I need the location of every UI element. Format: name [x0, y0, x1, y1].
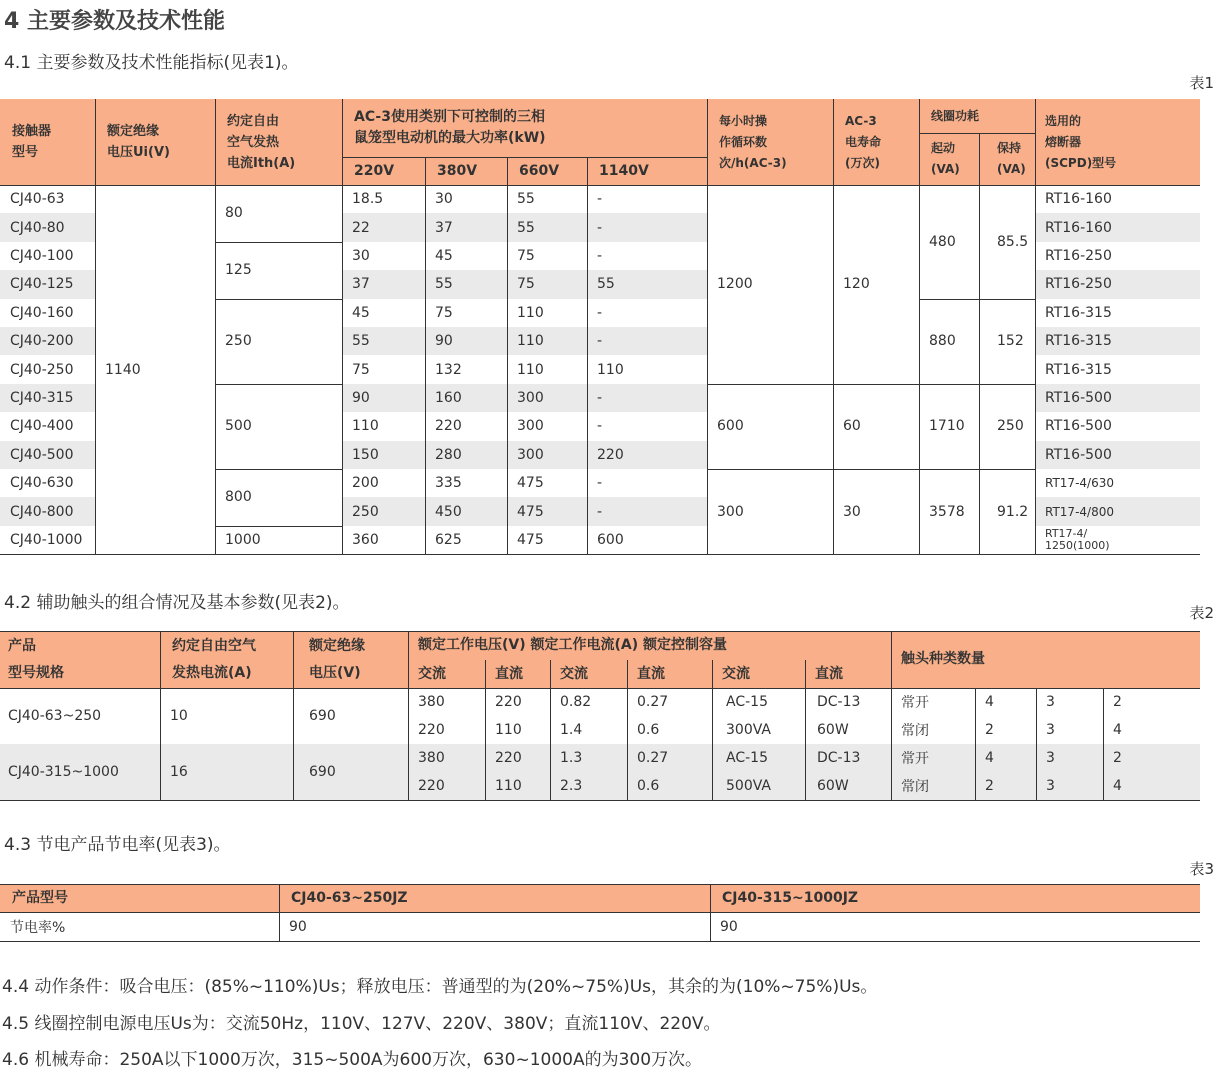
cell-p220: 45 [352, 304, 370, 321]
cell-fuse: RT16-500 [1045, 418, 1112, 435]
cell-p660: 475 [517, 475, 544, 492]
cell-p220: 22 [352, 219, 370, 236]
cell-model: CJ40-630 [10, 475, 74, 492]
grid-line [707, 469, 919, 470]
table1-label: 表1 [1189, 74, 1214, 92]
cell-count: 2 [1113, 694, 1122, 710]
cell-p660: 300 [517, 389, 544, 406]
grid-line [408, 631, 409, 800]
grid-line [1036, 688, 1037, 800]
cell-ops: 300 [717, 503, 744, 520]
grid-line [215, 526, 342, 527]
grid-line [919, 133, 1035, 134]
cell-v-ac: 380 [418, 750, 445, 766]
cell-model: CJ40-200 [10, 333, 74, 350]
header-model: 接触器 型号 [12, 124, 52, 160]
cell-count: 3 [1046, 750, 1055, 766]
grid-line [550, 660, 551, 800]
grid-line [919, 299, 1035, 300]
cell-p380: 450 [435, 503, 462, 520]
grid-line [707, 384, 919, 385]
grid-line [215, 99, 216, 554]
table2-label: 表2 [1189, 604, 1214, 622]
cell-contact-type: 常开 [901, 751, 929, 767]
cell-model: CJ40-63~250 [8, 708, 102, 724]
grid-line [919, 99, 920, 554]
header-col-2: CJ40-315~1000JZ [722, 889, 859, 906]
cell-p1140: - [597, 389, 603, 406]
header-dc-3: 直流 [637, 665, 665, 682]
cell-p1140: - [597, 333, 603, 350]
cell-ops: 600 [717, 418, 744, 435]
cell-p660: 110 [517, 333, 544, 350]
cell-count: 4 [1113, 778, 1122, 794]
cell-life: 30 [843, 503, 861, 520]
grid-line [0, 941, 1200, 942]
header-group: 额定工作电压(V) 额定工作电流(A) 额定控制容量 [418, 637, 728, 653]
cell-ith: 10 [170, 708, 188, 724]
cell-contact-type: 常闭 [901, 779, 929, 795]
header-ith: 约定自由空气 发热电流(A) [172, 637, 256, 681]
grid-line [293, 631, 294, 800]
header-model: 产品 型号规格 [8, 637, 64, 681]
cell-v-dc: 220 [495, 750, 522, 766]
cell-v-ac: 220 [418, 778, 445, 794]
cell-life: 120 [843, 276, 870, 293]
header-ui: 额定绝缘 电压(V) [309, 637, 365, 681]
cell-count: 4 [985, 694, 994, 710]
cell-fuse: RT16-160 [1045, 219, 1112, 236]
cell-v-dc: 110 [495, 722, 522, 738]
cell-col-0: 节电率% [10, 919, 66, 936]
header-contacts: 触头种类数量 [901, 651, 985, 667]
cell-p1140: 110 [597, 361, 624, 378]
grid-line [979, 133, 980, 554]
header-voltage: 额定绝缘 电压Ui(V) [107, 124, 170, 160]
cell-fuse: RT16-250 [1045, 276, 1112, 293]
cell-hold: 152 [997, 333, 1024, 350]
header-ith: 约定自由 空气发热 电流Ith(A) [227, 113, 296, 171]
cell-p220: 360 [352, 531, 379, 548]
cell-p660: 55 [517, 219, 535, 236]
grid-line [0, 185, 1200, 186]
cell-p380: 160 [435, 389, 462, 406]
cell-p1140: - [597, 475, 603, 492]
cell-model: CJ40-100 [10, 247, 74, 264]
cell-ith: 80 [225, 205, 243, 222]
cell-fuse: RT17-4/800 [1045, 504, 1114, 519]
cell-ith: 800 [225, 489, 252, 506]
cell-c-ac: 300VA [726, 722, 771, 738]
s42-title: 4.2 辅助触头的组合情况及基本参数(见表2)。 [4, 593, 350, 613]
cell-hold: 250 [997, 418, 1024, 435]
cell-v-ac: 220 [418, 722, 445, 738]
cell-model: CJ40-1000 [10, 531, 83, 548]
cell-count: 2 [985, 722, 994, 738]
cell-ith: 1000 [225, 531, 261, 548]
cell-p380: 280 [435, 446, 462, 463]
header-ac-0: 交流 [418, 665, 446, 682]
cell-contact-type: 常闭 [901, 723, 929, 739]
cell-p380: 90 [435, 333, 453, 350]
cell-count: 4 [985, 750, 994, 766]
cell-c-ac: 500VA [726, 778, 771, 794]
note-4-6: 4.6 机械寿命：250A以下1000万次，315~500A为600万次，630~1000A的为300万次。 [2, 1050, 703, 1070]
cell-p220: 37 [352, 276, 370, 293]
header-life: AC-3 电寿命 (万次) [845, 113, 882, 170]
grid-line [805, 660, 806, 800]
cell-p1140: 220 [597, 446, 624, 463]
cell-p1140: 55 [597, 276, 615, 293]
cell-p380: 30 [435, 191, 453, 208]
cell-hold: 91.2 [997, 503, 1029, 520]
cell-c-ac: AC-15 [726, 750, 768, 766]
cell-p380: 75 [435, 304, 453, 321]
cell-c-dc: DC-13 [817, 694, 861, 710]
cell-hold: 85.5 [997, 233, 1029, 250]
cell-model: CJ40-400 [10, 418, 74, 435]
cell-ith: 125 [225, 262, 252, 279]
cell-v-ac: 380 [418, 694, 445, 710]
cell-ith: 250 [225, 333, 252, 350]
cell-p660: 300 [517, 446, 544, 463]
cell-ith: 500 [225, 418, 252, 435]
cell-col-1: 90 [289, 918, 307, 935]
grid-line [1103, 688, 1104, 800]
cell-p660: 110 [517, 361, 544, 378]
grid-line [0, 912, 1200, 913]
cell-p660: 75 [517, 247, 535, 264]
s43-title: 4.3 节电产品节电率(见表3)。 [4, 835, 231, 855]
cell-fuse: RT16-315 [1045, 304, 1112, 321]
cell-ui: 690 [309, 764, 336, 780]
cell-v-dc: 110 [495, 778, 522, 794]
header-ac-4: 交流 [722, 665, 750, 682]
cell-p380: 132 [435, 361, 462, 378]
cell-p660: 55 [517, 191, 535, 208]
cell-p1140: - [597, 219, 603, 236]
grid-line [891, 631, 892, 800]
grid-line [215, 299, 342, 300]
grid-line [587, 157, 588, 554]
cell-p1140: - [597, 418, 603, 435]
header-ops: 每小时操 作循环数 次/h(AC-3) [719, 113, 787, 170]
cell-c-dc: DC-13 [817, 750, 861, 766]
cell-p660: 475 [517, 531, 544, 548]
cell-fuse: RT16-500 [1045, 389, 1112, 406]
cell-i-dc: 0.6 [637, 778, 660, 794]
header-col-1: CJ40-63~250JZ [291, 889, 408, 906]
grid-line [215, 469, 342, 470]
grid-line [160, 631, 161, 800]
cell-p380: 335 [435, 475, 462, 492]
header-380v: 380V [437, 162, 478, 179]
cell-p660: 475 [517, 503, 544, 520]
cell-model: CJ40-315 [10, 389, 74, 406]
cell-v-dc: 220 [495, 694, 522, 710]
cell-p380: 55 [435, 276, 453, 293]
cell-p220: 55 [352, 333, 370, 350]
grid-line [833, 99, 834, 554]
grid-line [707, 99, 708, 554]
cell-fuse: RT16-250 [1045, 247, 1112, 264]
header-hold: 保持 (VA) [997, 141, 1026, 176]
grid-line [1035, 99, 1036, 554]
grid-line [712, 660, 713, 800]
cell-fuse: RT16-315 [1045, 333, 1112, 350]
cell-p220: 75 [352, 361, 370, 378]
cell-start: 1710 [929, 418, 965, 435]
cell-count: 3 [1046, 694, 1055, 710]
header-start: 起动 (VA) [931, 141, 960, 176]
cell-i-ac: 2.3 [560, 778, 583, 794]
grid-line [0, 688, 1200, 689]
cell-start: 880 [929, 333, 956, 350]
cell-model: CJ40-315~1000 [8, 764, 119, 780]
cell-model: CJ40-63 [10, 191, 65, 208]
cell-p380: 625 [435, 531, 462, 548]
cell-life: 60 [843, 418, 861, 435]
cell-p380: 220 [435, 418, 462, 435]
header-fuse: 选用的 熔断器 (SCPD)型号 [1045, 113, 1117, 170]
grid-line [919, 384, 1035, 385]
cell-p220: 250 [352, 503, 379, 520]
header-dc-1: 直流 [495, 665, 523, 682]
grid-line [0, 800, 1200, 801]
grid-line [342, 99, 343, 554]
cell-voltage: 1140 [105, 361, 141, 378]
cell-model: CJ40-500 [10, 446, 74, 463]
cell-fuse: RT16-160 [1045, 191, 1112, 208]
cell-contact-type: 常开 [901, 695, 929, 711]
cell-fuse: RT16-315 [1045, 361, 1112, 378]
cell-p1140: - [597, 247, 603, 264]
table3-label: 表3 [1189, 860, 1214, 878]
cell-p660: 75 [517, 276, 535, 293]
section-title: 4 主要参数及技术性能 [4, 9, 225, 34]
cell-fuse: RT17-4/630 [1045, 476, 1114, 491]
header-220v: 220V [354, 162, 395, 179]
cell-i-dc: 0.27 [637, 694, 669, 710]
cell-count: 2 [985, 778, 994, 794]
cell-i-ac: 1.4 [560, 722, 583, 738]
grid-line [0, 884, 1200, 885]
header-coil: 线圈功耗 [931, 108, 980, 123]
cell-p380: 45 [435, 247, 453, 264]
cell-model: CJ40-80 [10, 219, 65, 236]
cell-c-dc: 60W [817, 722, 849, 738]
cell-p1140: 600 [597, 531, 624, 548]
cell-p1140: - [597, 304, 603, 321]
grid-line [485, 660, 486, 800]
grid-line [0, 554, 1200, 555]
cell-p220: 200 [352, 475, 379, 492]
cell-p220: 18.5 [352, 191, 384, 208]
header-1140v: 1140V [599, 162, 649, 179]
cell-model: CJ40-800 [10, 503, 74, 520]
cell-p220: 110 [352, 418, 379, 435]
cell-start: 480 [929, 233, 956, 250]
cell-i-dc: 0.6 [637, 722, 660, 738]
cell-p1140: - [597, 503, 603, 520]
cell-p220: 30 [352, 247, 370, 264]
cell-model: CJ40-250 [10, 361, 74, 378]
cell-p220: 150 [352, 446, 379, 463]
header-col-0: 产品型号 [12, 889, 68, 906]
cell-count: 3 [1046, 722, 1055, 738]
cell-count: 4 [1113, 722, 1122, 738]
cell-model: CJ40-160 [10, 304, 74, 321]
grid-line [507, 157, 508, 554]
header-ac-2: 交流 [560, 665, 588, 682]
note-4-5: 4.5 线圈控制电源电压Us为：交流50Hz，110V、127V、220V、380V；直流110V、220V。 [2, 1014, 721, 1034]
note-4-4: 4.4 动作条件：吸合电压：(85%~110%)Us；释放电压：普通型的为(20%~75%)Us，其余的为(10%~75%)Us。 [2, 977, 878, 997]
cell-c-dc: 60W [817, 778, 849, 794]
cell-fuse: RT16-500 [1045, 446, 1112, 463]
cell-p1140: - [597, 191, 603, 208]
cell-ui: 690 [309, 708, 336, 724]
cell-count: 3 [1046, 778, 1055, 794]
grid-line [0, 631, 1200, 632]
grid-line [215, 242, 342, 243]
cell-col-2: 90 [720, 918, 738, 935]
header-660v: 660V [519, 162, 560, 179]
grid-line [342, 157, 707, 158]
s41-title: 4.1 主要参数及技术性能指标(见表1)。 [4, 53, 299, 73]
cell-p220: 90 [352, 389, 370, 406]
header-ac3: AC-3使用类别下可控制的三相 鼠笼型电动机的最大功率(kW) [354, 108, 546, 146]
cell-ith: 16 [170, 764, 188, 780]
cell-p660: 300 [517, 418, 544, 435]
header-dc-5: 直流 [815, 665, 843, 682]
cell-i-dc: 0.27 [637, 750, 669, 766]
grid-line [919, 469, 1035, 470]
cell-fuse: RT17-4/ 1250(1000) [1045, 527, 1110, 553]
grid-line [215, 384, 342, 385]
grid-line [95, 99, 96, 554]
cell-i-ac: 1.3 [560, 750, 583, 766]
grid-line [627, 660, 628, 800]
cell-start: 3578 [929, 503, 965, 520]
grid-line [425, 157, 426, 554]
cell-c-ac: AC-15 [726, 694, 768, 710]
cell-p380: 37 [435, 219, 453, 236]
grid-line [975, 688, 976, 800]
cell-count: 2 [1113, 750, 1122, 766]
cell-i-ac: 0.82 [560, 694, 592, 710]
cell-p660: 110 [517, 304, 544, 321]
cell-model: CJ40-125 [10, 276, 74, 293]
cell-ops: 1200 [717, 276, 753, 293]
